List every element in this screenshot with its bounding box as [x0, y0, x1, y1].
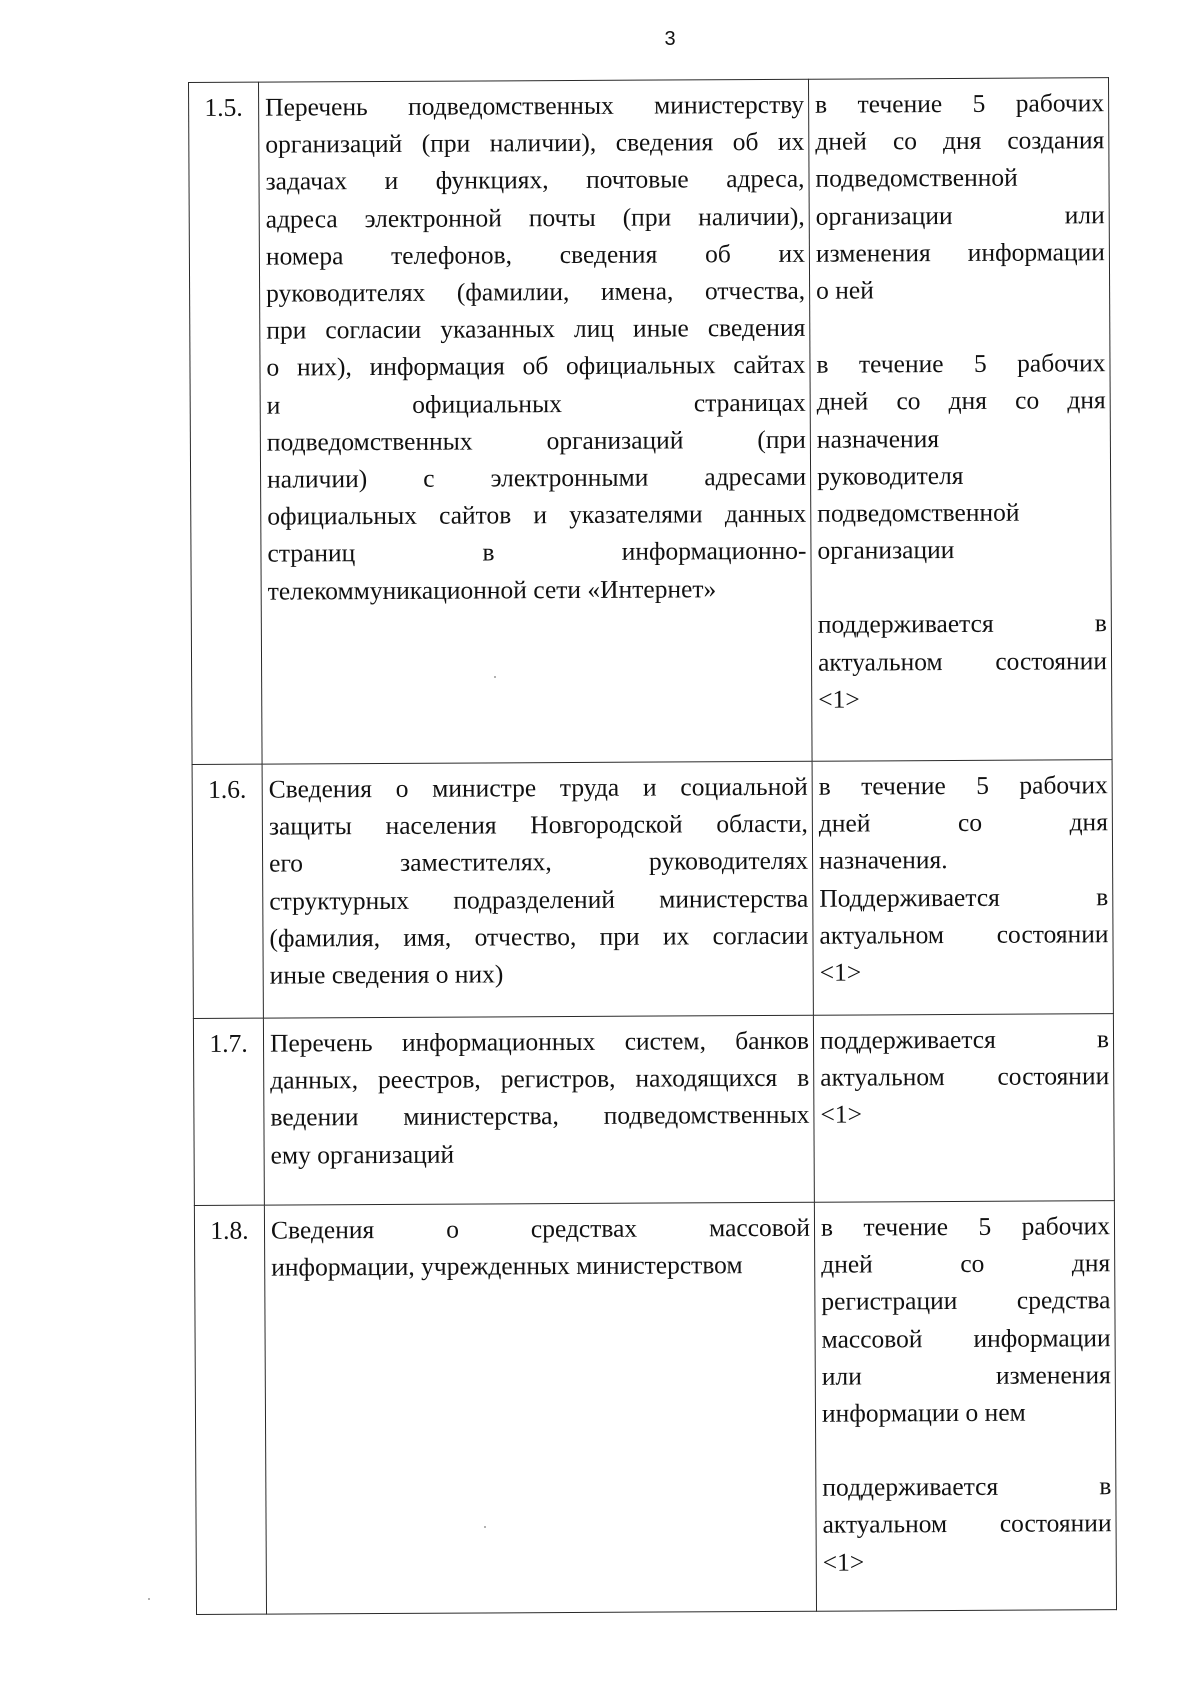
paragraph-gap: [818, 568, 1107, 607]
term-line: регистрации средства: [821, 1285, 1111, 1317]
description-line: номера телефонов, сведения об их: [265, 238, 805, 271]
information-table: [188, 77, 1117, 1615]
table-row: [192, 760, 1113, 1019]
description-line: руководителях (фамилии, имена, отчества,: [266, 275, 806, 308]
description-line: информации, учрежденных министерством: [271, 1250, 743, 1282]
row-number: 1.8.: [194, 1205, 266, 1614]
term-line: назначения.: [819, 845, 948, 876]
description-line: телекоммуникационной сети «Интернет»: [267, 573, 717, 606]
term-line: дней со дня со дня: [816, 385, 1106, 417]
term-line: поддерживается в: [819, 1024, 1110, 1055]
term-line: массовой информации: [821, 1322, 1111, 1354]
description-line: ему организаций: [270, 1139, 455, 1170]
term-line: подведомственной: [817, 497, 1020, 528]
description-line: организаций (при наличии), сведения об их: [265, 126, 805, 159]
row-terms: [812, 760, 1113, 1016]
description-line: его заместителях, руководителях: [269, 846, 809, 878]
table-row: [189, 78, 1113, 765]
description-line: и официальных страницах: [266, 387, 806, 420]
description-line: Сведения о средствах массовой: [270, 1212, 811, 1245]
term-line: назначения: [816, 423, 940, 454]
row-description: [264, 1202, 816, 1614]
description-line: подведомственных организаций (при: [266, 424, 806, 457]
description-line: защиты населения Новгородской области,: [268, 808, 808, 841]
term-line: <1>: [822, 1547, 865, 1577]
description-line: задачах и функциях, почтовые адреса,: [265, 164, 805, 197]
term-line: в течение 5 рабочих: [816, 348, 1106, 379]
description-line: при согласии указанных лиц иные сведения: [266, 312, 806, 345]
term-line: организации или: [815, 199, 1105, 231]
row-terms: [808, 78, 1112, 762]
scan-speck: [484, 1526, 486, 1528]
description-line: иные сведения о них): [269, 959, 504, 990]
scan-speck: [148, 1598, 150, 1600]
term-line: подведомственной: [815, 163, 1018, 194]
scan-speck: [494, 676, 496, 678]
description-line: наличии) с электронными адресами: [267, 461, 807, 494]
term-line: поддерживается в: [822, 1471, 1112, 1502]
description-line: ведении министерства, подведомственных: [270, 1100, 810, 1132]
page-number: 3: [664, 28, 676, 50]
term-line: актуальном состоянии: [822, 1508, 1112, 1540]
term-line: актуальном состоянии: [819, 919, 1109, 950]
description-line: Перечень информационных систем, банков: [269, 1025, 810, 1058]
table-row: [194, 1201, 1116, 1615]
term-line: дней со дня создания: [815, 125, 1105, 156]
row-number: 1.6.: [192, 764, 263, 1018]
table-row: [193, 1014, 1114, 1206]
paragraph-gap: [822, 1430, 1111, 1469]
term-line: дней со дня: [821, 1248, 1111, 1279]
row-description: [262, 761, 813, 1018]
term-line: дней со дня: [818, 807, 1108, 838]
description-line: (фамилия, имя, отчество, при их согласии: [269, 920, 809, 953]
row-number: 1.7.: [193, 1018, 264, 1205]
term-line: поддерживается в: [817, 608, 1107, 640]
description-line: адреса электронной почты (при наличии),: [265, 201, 805, 234]
paragraph-gap: [816, 307, 1105, 346]
term-line: <1>: [818, 684, 860, 714]
term-line: актуальном состоянии: [817, 645, 1108, 677]
term-line: Поддерживается в: [819, 881, 1109, 913]
description-line: структурных подразделений министерства: [269, 883, 809, 916]
term-line: в течение 5 рабочих: [815, 88, 1105, 119]
term-line: изменения информации: [815, 237, 1105, 268]
term-line: в течение 5 рабочих: [820, 1211, 1111, 1242]
description-line: данных, реестров, регистров, находящихся в: [270, 1062, 810, 1095]
row-description: [263, 1015, 814, 1205]
term-line: <1>: [820, 1099, 863, 1130]
term-line: организации: [817, 535, 955, 565]
row-terms: [814, 1201, 1116, 1612]
description-line: Сведения о министре труда и социальной: [268, 771, 808, 804]
description-line: Перечень подведомственных министерству: [265, 89, 805, 122]
term-line: о ней: [816, 275, 874, 305]
term-line: руководителя: [816, 460, 964, 491]
term-line: <1>: [819, 957, 862, 987]
description-line: страниц в информационно-: [267, 536, 807, 569]
term-line: информации о нем: [821, 1397, 1026, 1428]
row-terms: [813, 1014, 1114, 1203]
description-line: официальных сайтов и указателями данных: [267, 499, 807, 531]
row-number: 1.5.: [189, 82, 263, 764]
term-line: в течение 5 рабочих: [818, 770, 1108, 801]
description-line: о них), информация об официальных сайтах: [266, 350, 806, 383]
row-description: [259, 79, 813, 764]
term-line: актуальном состоянии: [820, 1061, 1110, 1092]
term-line: или изменения: [821, 1359, 1111, 1391]
